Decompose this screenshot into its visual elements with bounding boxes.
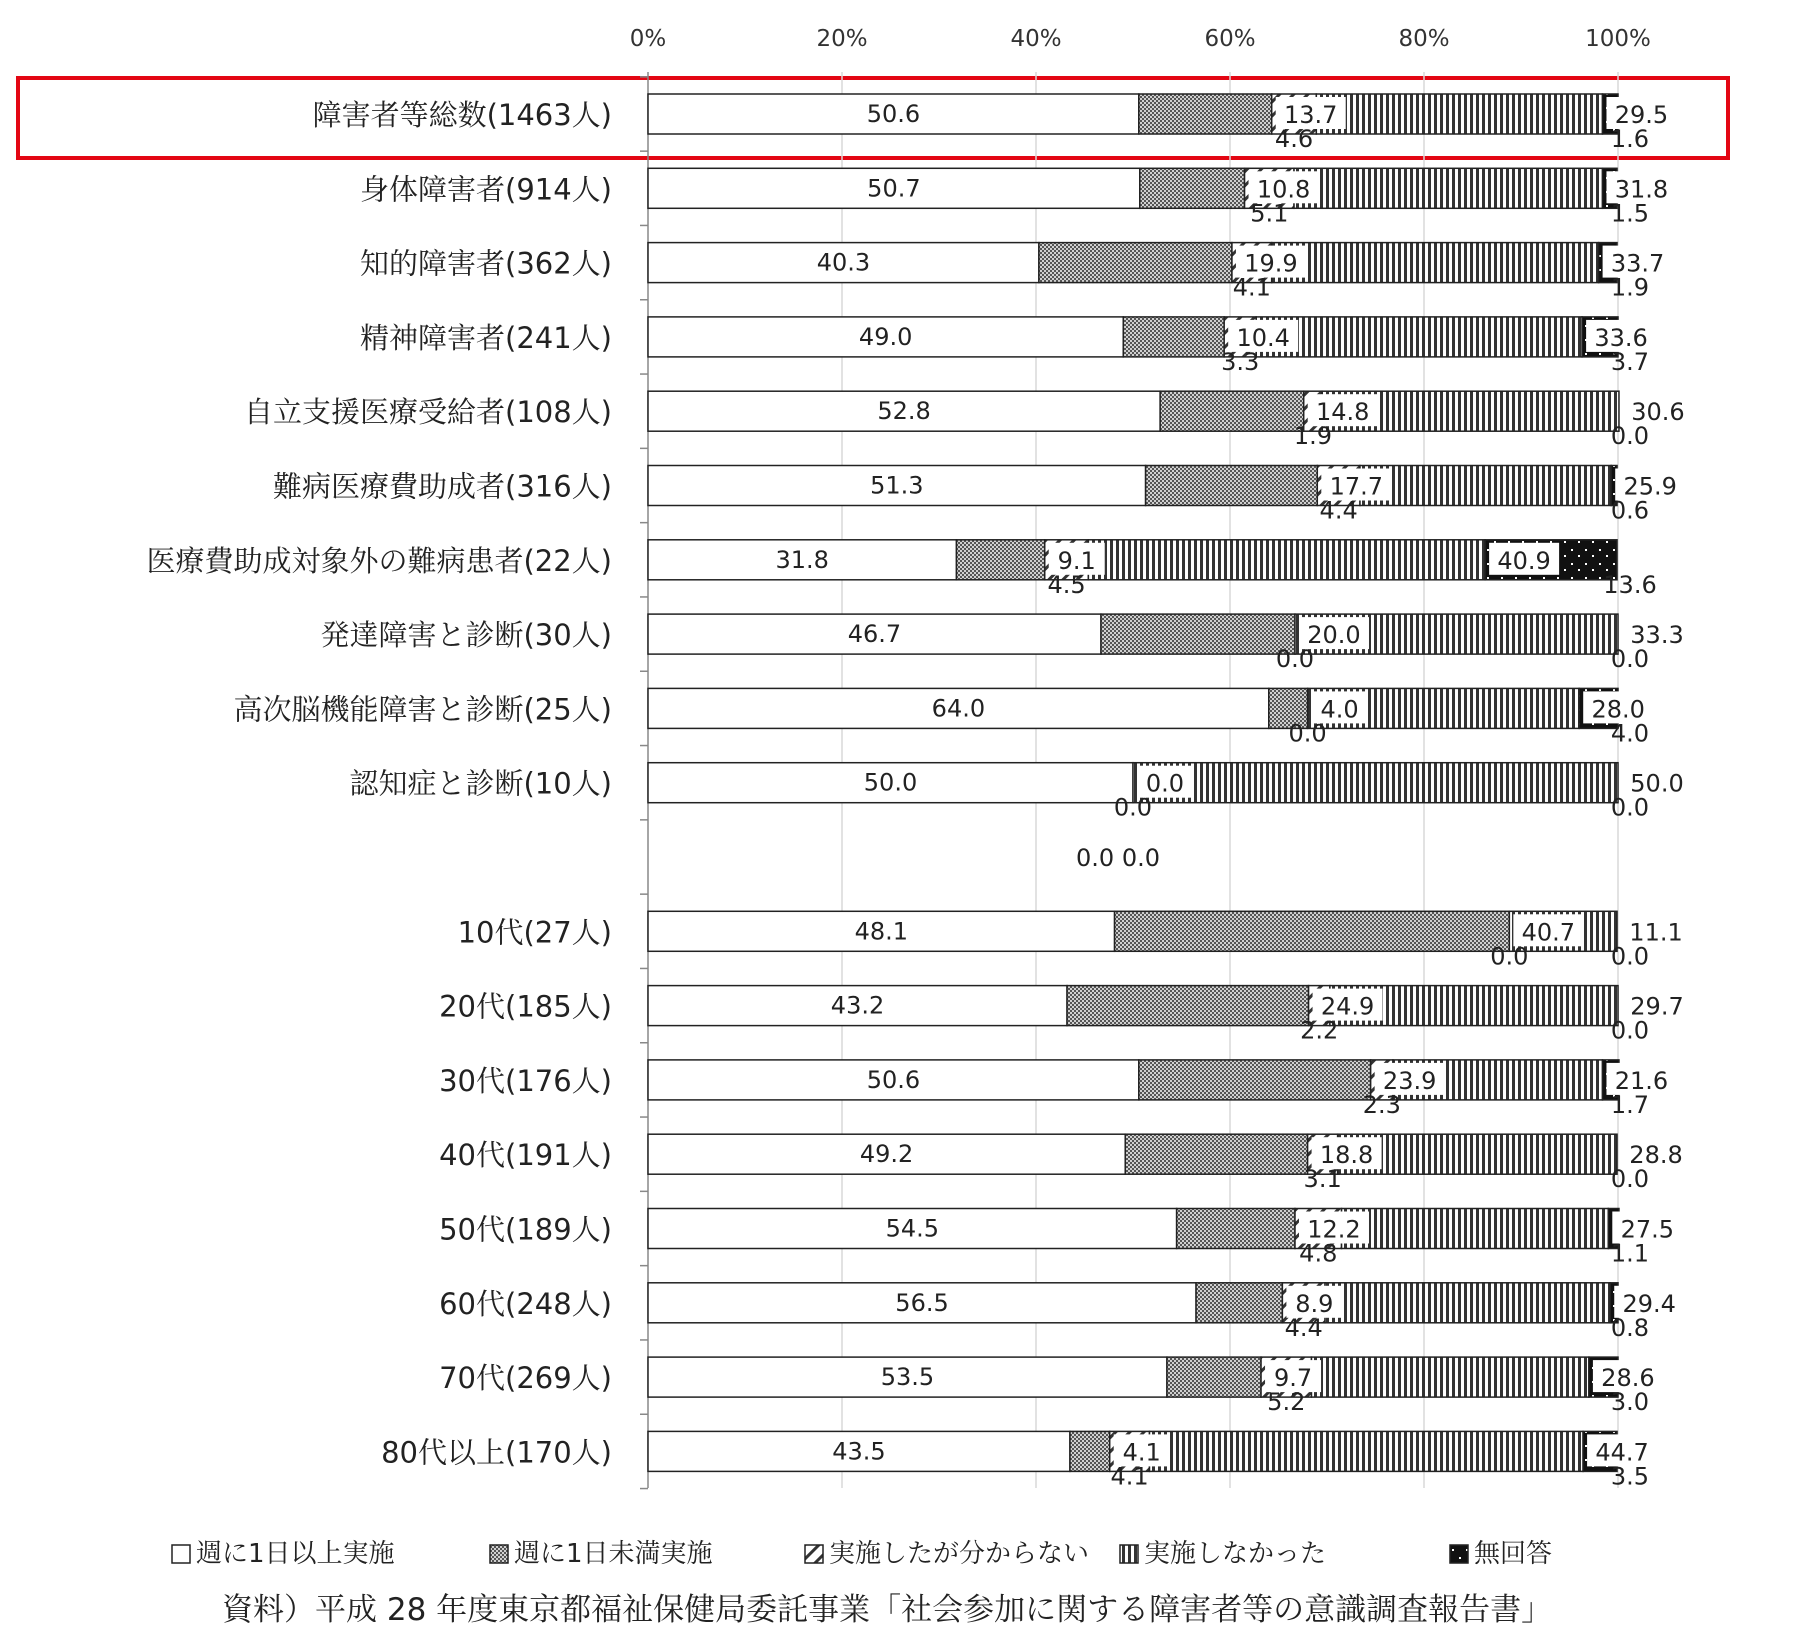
data-label: 4.1	[1232, 273, 1271, 302]
data-label: 2.3	[1362, 1090, 1401, 1119]
bar-segment	[1070, 1431, 1110, 1471]
data-label: 21.6	[1614, 1066, 1669, 1095]
bar-segment	[1115, 911, 1510, 951]
data-label: 4.5	[1047, 570, 1086, 599]
category-label: 20代(185人)	[439, 989, 612, 1024]
data-label: 9.1	[1057, 546, 1096, 575]
data-label: 40.9	[1497, 546, 1551, 575]
bar-segment	[1311, 1357, 1588, 1397]
data-label: 2.2	[1300, 1016, 1339, 1045]
x-tick-label: 100%	[1585, 26, 1651, 52]
bar-segment	[1088, 540, 1485, 580]
data-label: 29.7	[1630, 992, 1684, 1021]
data-label: 0.0	[1113, 793, 1153, 822]
data-label: 29.5	[1614, 101, 1669, 129]
data-label: 10.4	[1236, 323, 1290, 352]
data-label: 33.7	[1610, 249, 1665, 278]
data-label: 18.8	[1319, 1141, 1374, 1170]
x-tick-label: 0%	[629, 26, 667, 52]
source-note: 資料）平成 28 年度東京都福祉保健局委託事業「社会参加に関する障害者等の意識調査報告書」	[222, 1592, 1553, 1628]
bar-segment	[1140, 168, 1245, 208]
x-tick-label: 60%	[1204, 26, 1256, 52]
bar-segment	[956, 540, 1044, 580]
data-label: 0.8	[1610, 1313, 1650, 1342]
bar-segment	[1039, 243, 1232, 283]
data-label: 11.1	[1629, 918, 1683, 947]
legend-swatch	[1450, 1545, 1468, 1563]
category-label: 発達障害と診断(30人)	[320, 618, 612, 653]
data-label: 14.8	[1316, 398, 1370, 427]
data-label: 0.0	[1145, 769, 1185, 798]
data-label: 13.6	[1603, 570, 1657, 599]
data-label: 1.7	[1610, 1090, 1650, 1119]
data-label: 54.5	[885, 1214, 940, 1243]
bar-segment	[1139, 1060, 1371, 1100]
legend-label: 週に1日未満実施	[514, 1539, 713, 1569]
data-label: 13.7	[1283, 101, 1338, 129]
data-label: 10.8	[1256, 175, 1311, 204]
data-label: 4.4	[1284, 1313, 1323, 1342]
bar-segment	[1167, 1357, 1261, 1397]
data-label: 0.0	[1288, 719, 1327, 748]
data-label: 53.5	[880, 1363, 935, 1392]
bar-segment	[1125, 1134, 1307, 1174]
data-label: 0.0	[1610, 793, 1650, 822]
data-label: 52.8	[877, 397, 931, 426]
data-label: 56.5	[895, 1288, 949, 1317]
data-label: 1.6	[1610, 125, 1650, 153]
data-label: 1.9	[1610, 273, 1650, 302]
legend	[172, 1539, 1552, 1569]
bar-segment	[1360, 466, 1611, 506]
data-label: 4.1	[1110, 1462, 1149, 1491]
data-label: 1.9	[1293, 422, 1333, 451]
data-label: 30.6	[1631, 398, 1685, 427]
data-label: 27.5	[1620, 1215, 1675, 1244]
data-label: 28.0	[1591, 695, 1645, 724]
data-label: 33.3	[1630, 621, 1684, 650]
data-label: 4.0	[1610, 719, 1650, 748]
data-label: 4.0	[1320, 695, 1359, 724]
legend-swatch	[1120, 1545, 1138, 1563]
data-label: 43.5	[832, 1437, 886, 1466]
data-label: 24.9	[1320, 992, 1375, 1021]
bar-segment	[1133, 763, 1618, 803]
bar-segment	[1272, 243, 1599, 283]
bar-segment	[1294, 168, 1602, 208]
data-label: 28.6	[1601, 1364, 1655, 1393]
data-label: 0.0	[1610, 1165, 1650, 1194]
bar-segment	[1342, 1209, 1609, 1249]
data-label: 5.2	[1267, 1388, 1306, 1417]
data-label: 4.4	[1319, 496, 1358, 525]
legend-swatch	[172, 1545, 190, 1563]
data-label: 44.7	[1595, 1438, 1649, 1467]
category-label: 障害者等総数(1463人)	[312, 98, 612, 132]
bar-segment	[1196, 1283, 1282, 1323]
data-label: 31.8	[775, 545, 829, 574]
data-label: 17.7	[1329, 472, 1384, 501]
data-label: 9.7	[1273, 1364, 1313, 1393]
category-label: 高次脳機能障害と診断(25人)	[233, 692, 612, 727]
category-label: 60代(248人)	[439, 1286, 612, 1321]
category-label: 難病医療費助成者(316人)	[273, 469, 612, 504]
data-label: 50.0	[1630, 769, 1684, 798]
data-label: 4.1	[1122, 1438, 1161, 1467]
data-label: 64.0	[931, 694, 986, 723]
category-label: 70代(269人)	[439, 1361, 612, 1396]
category-label: 身体障害者(914人)	[360, 172, 612, 207]
legend-label: 週に1日以上実施	[196, 1539, 395, 1569]
data-label: 1.5	[1610, 199, 1650, 228]
x-tick-label: 20%	[816, 26, 868, 52]
data-label: 0.0	[1275, 645, 1315, 674]
category-label: 50代(189人)	[439, 1212, 612, 1247]
legend-swatch	[805, 1545, 823, 1563]
data-label: 50.6	[866, 100, 921, 128]
data-label: 20.0	[1307, 621, 1361, 650]
data-label: 3.0	[1610, 1388, 1650, 1417]
data-label: 49.0	[858, 322, 913, 351]
legend-label: 実施しなかった	[1144, 1539, 1327, 1569]
data-label: 0.0	[1610, 645, 1650, 674]
category-label: 自立支援医療受給者(108人)	[244, 395, 612, 430]
data-label: 25.9	[1623, 472, 1677, 501]
category-label: 認知症と診断(10人)	[349, 766, 612, 801]
x-tick-label: 80%	[1398, 26, 1450, 52]
data-label: 29.4	[1622, 1289, 1676, 1318]
category-labels	[146, 98, 612, 1469]
bar-segment	[1177, 1209, 1295, 1249]
data-label: 1.1	[1610, 1239, 1650, 1268]
bar-segment	[1316, 94, 1602, 134]
data-label: 0.0	[1610, 1016, 1650, 1045]
data-label: 46.7	[847, 620, 902, 649]
bar-segment	[1123, 317, 1224, 357]
legend-label: 実施したが分からない	[829, 1539, 1090, 1569]
bar-segment	[1101, 614, 1295, 654]
category-label: 40代(191人)	[439, 1138, 612, 1173]
data-label: 3.3	[1221, 347, 1260, 376]
legend-swatch	[490, 1545, 508, 1563]
data-label: 0.6	[1610, 496, 1650, 525]
data-label: 5.1	[1250, 199, 1289, 228]
bar-segment	[1139, 94, 1272, 134]
data-label: 3.7	[1610, 347, 1650, 376]
category-label: 医療費助成対象外の難病患者(22人)	[146, 543, 612, 578]
data-label: 0.0	[1610, 942, 1650, 971]
data-label: 50.6	[866, 1065, 921, 1094]
bars	[648, 94, 1619, 1471]
data-label: 12.2	[1307, 1215, 1361, 1244]
bar-segment	[1067, 986, 1309, 1026]
data-label: 0.0 0.0	[1076, 844, 1160, 872]
data-label: 4.8	[1299, 1239, 1338, 1268]
data-label: 31.8	[1614, 175, 1669, 204]
data-label: 28.8	[1629, 1141, 1683, 1170]
data-label: 23.9	[1382, 1066, 1437, 1095]
data-label: 40.3	[816, 248, 871, 277]
bar-segment	[1149, 1431, 1583, 1471]
data-label: 43.2	[830, 991, 885, 1020]
legend-label: 無回答	[1474, 1539, 1553, 1569]
bar-segment	[1256, 317, 1582, 357]
data-label: 19.9	[1244, 249, 1298, 278]
data-label: 3.5	[1610, 1462, 1650, 1491]
category-label: 30代(176人)	[439, 1063, 612, 1098]
category-label: 10代(27人)	[457, 915, 612, 950]
category-label: 80代以上(170人)	[381, 1435, 612, 1470]
data-label: 8.9	[1295, 1289, 1334, 1318]
x-axis-ticks	[630, 26, 1651, 52]
category-label: 知的障害者(362人)	[360, 246, 612, 281]
bar-segment	[1325, 1283, 1610, 1323]
data-label: 0.0	[1610, 422, 1650, 451]
data-label: 49.2	[859, 1140, 914, 1169]
data-label: 33.6	[1594, 323, 1648, 352]
x-tick-label: 40%	[1010, 26, 1062, 52]
data-label: 50.7	[867, 174, 921, 203]
data-label: 4.6	[1274, 125, 1314, 153]
data-label: 3.1	[1303, 1165, 1342, 1194]
data-label: 0.0	[1490, 942, 1529, 971]
bar-segment	[1160, 391, 1304, 431]
category-label: 精神障害者(241人)	[360, 320, 612, 355]
bar-segment	[1146, 466, 1318, 506]
data-label: 40.7	[1521, 918, 1576, 947]
data-label: 50.0	[863, 768, 918, 797]
data-label: 48.1	[854, 917, 909, 946]
data-label: 51.3	[870, 471, 924, 500]
